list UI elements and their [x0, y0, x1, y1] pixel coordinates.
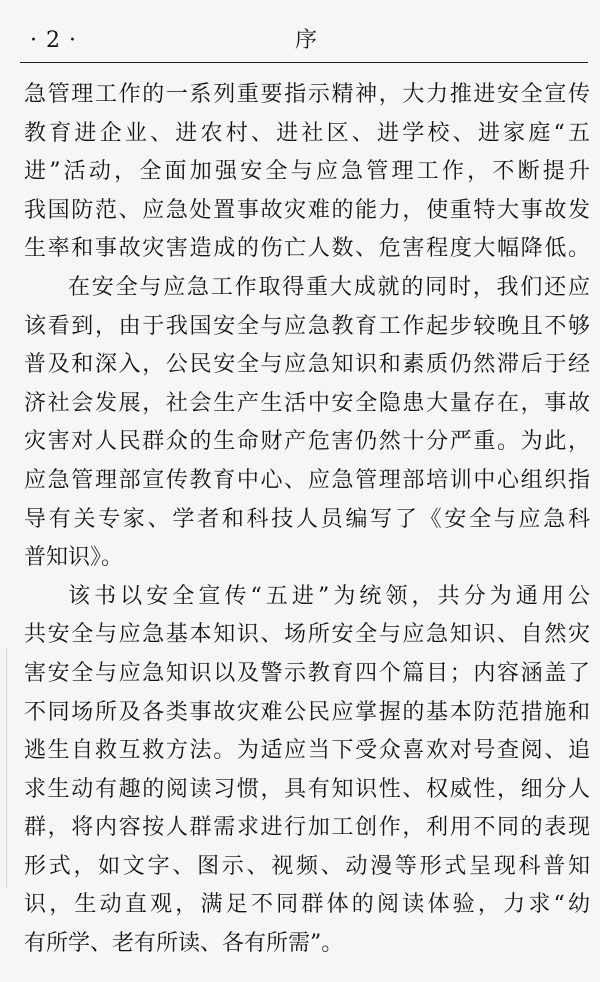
page-header: [20, 26, 592, 56]
text-line: 该书以安全宣传“五进”为统领，共分为通用公: [68, 583, 590, 609]
page-edge-shadow: [0, 648, 7, 888]
text-line: 共安全与应急基本知识、场所安全与应急知识、自然灾: [24, 622, 590, 648]
text-line: 应急管理部宣传教育中心、应急管理部培训中心组织指: [24, 467, 590, 493]
text-line: 生率和事故灾害造成的伤亡人数、危害程度大幅降低。: [24, 236, 590, 262]
header-divider: [20, 62, 588, 63]
text-line: 普及和深入，公民安全与应急知识和素质仍然滞后于经: [24, 352, 590, 378]
text-line: 灾害对人民群众的生命财产危害仍然十分严重。为此，: [24, 429, 590, 455]
text-line: 有所学、老有所读、各有所需”。: [24, 931, 344, 957]
text-line: 在安全与应急工作取得重大成就的同时，我们还应: [68, 274, 590, 300]
text-line: 我国防范、应急处置事故灾难的能力，使重特大事故发: [24, 197, 590, 223]
text-line: 进”活动，全面加强安全与应急管理工作，不断提升: [24, 159, 590, 185]
text-line: 形式，如文字、图示、视频、动漫等形式呈现科普知: [24, 853, 590, 879]
text-line: 不同场所及各类事故灾难公民应掌握的基本防范措施和: [24, 699, 590, 725]
body-text: [24, 76, 590, 964]
text-line: 导有关专家、学者和科技人员编写了《安全与应急科: [24, 506, 590, 532]
text-line: 该看到，由于我国安全与应急教育工作起步较晚且不够: [24, 313, 590, 339]
text-line: 求生动有趣的阅读习惯，具有知识性、权威性，细分人: [24, 776, 590, 802]
text-line: 识，生动直观，满足不同群体的阅读体验，力求“幼: [24, 892, 590, 918]
text-line: 害安全与应急知识以及警示教育四个篇目；内容涵盖了: [24, 660, 590, 686]
page-number: · 2 ·: [30, 28, 77, 53]
text-line: 教育进企业、进农村、进社区、进学校、进家庭“五: [24, 120, 590, 146]
section-title: 序: [294, 28, 317, 53]
text-line: 群，将内容按人群需求进行加工创作，利用不同的表现: [24, 815, 590, 841]
text-line: 普知识》。: [24, 545, 124, 571]
text-line: 济社会发展，社会生产生活中安全隐患大量存在，事故: [24, 390, 590, 416]
text-line: 逃生自救互救方法。为适应当下受众喜欢对号查阅、追: [24, 738, 590, 764]
text-line: 急管理工作的一系列重要指示精神，大力推进安全宣传: [24, 82, 590, 107]
